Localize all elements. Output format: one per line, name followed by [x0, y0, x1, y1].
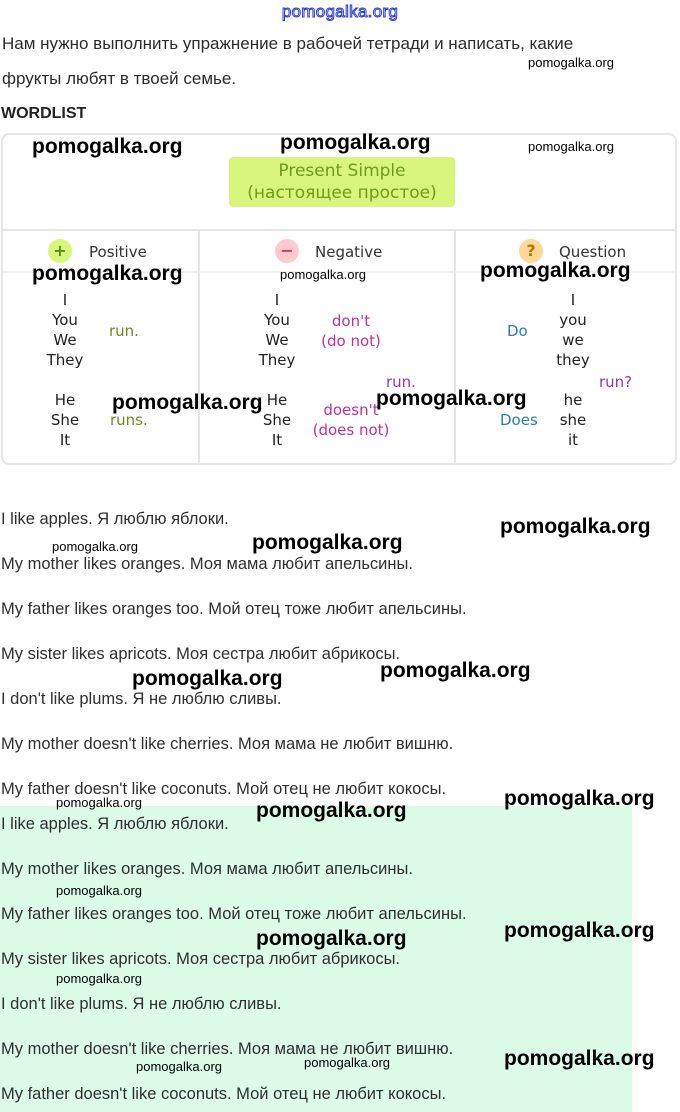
negative-header: Negative	[315, 243, 383, 261]
negative-verb-run: run.	[386, 373, 416, 391]
watermark: pomogalka.org	[500, 515, 651, 538]
pronoun: You	[52, 311, 78, 329]
question-verb-run: run?	[599, 373, 633, 391]
negative-pronouns-singular	[257, 390, 297, 450]
pronoun: They	[46, 351, 84, 369]
question-header: Question	[559, 243, 627, 261]
watermark: pomogalka.org	[256, 927, 407, 950]
pronoun: They	[258, 351, 296, 369]
positive-verb-runs: runs.	[110, 411, 148, 429]
sentence: My mother likes oranges. Моя мама любит апельсины.	[1, 555, 413, 573]
watermark: pomogalka.org	[528, 55, 614, 70]
watermark: pomogalka.org	[136, 1059, 222, 1074]
pronoun: We	[53, 331, 77, 349]
present-simple-banner	[229, 157, 455, 207]
positive-pronouns-plural	[45, 290, 85, 370]
banner-subtitle: (настоящее простое)	[247, 183, 437, 203]
table-divider	[3, 229, 675, 231]
minus-icon: −	[275, 239, 299, 263]
sentence: My father likes oranges too. Мой отец тоже любит апельсины.	[1, 600, 467, 618]
watermark: pomogalka.org	[504, 787, 655, 810]
pronoun: We	[265, 331, 289, 349]
pronoun: She	[50, 411, 80, 429]
answer-sentence: I like apples. Я люблю яблоки.	[1, 815, 229, 833]
intro-line-1: Нам нужно выполнить упражнение в рабочей тетради и написать, какие	[2, 34, 574, 53]
pronoun: You	[264, 311, 290, 329]
present-simple-table	[1, 133, 677, 465]
pronoun: He	[54, 391, 76, 409]
watermark: pomogalka.org	[256, 799, 407, 822]
intro-line-2: фрукты любят в твоей семье.	[2, 69, 237, 88]
wordlist-heading: WORDLIST	[1, 105, 87, 122]
watermark: pomogalka.org	[56, 883, 142, 898]
sentence: My mother doesn't like cherries. Моя мама не любит вишню.	[1, 735, 454, 753]
table-divider	[454, 231, 456, 463]
pronoun: I	[570, 291, 576, 309]
plus-icon: +	[48, 239, 72, 263]
watermark: pomogalka.org	[56, 795, 142, 810]
pronoun: they	[556, 351, 590, 369]
question-pronouns-singular	[553, 390, 593, 450]
watermark: pomogalka.org	[504, 1047, 655, 1070]
watermark: pomogalka.org	[52, 539, 138, 554]
watermark: pomogalka.org	[480, 259, 631, 282]
negative-aux-dont: don't	[331, 312, 371, 330]
watermark: pomogalka.org	[376, 387, 527, 410]
pronoun: He	[266, 391, 288, 409]
site-title[interactable]: pomogalka.org	[281, 2, 399, 21]
watermark: pomogalka.org	[112, 391, 263, 414]
answer-sentence: My mother doesn't like cherries. Моя мама не любит вишню.	[1, 1040, 454, 1058]
negative-pronouns-plural	[257, 290, 297, 370]
table-divider	[198, 231, 200, 463]
watermark: pomogalka.org	[280, 267, 366, 282]
pronoun: It	[271, 431, 283, 449]
watermark: pomogalka.org	[132, 667, 283, 690]
question-aux-does: Does	[500, 411, 538, 429]
sentence: My father doesn't like coconuts. Мой отец не любит кокосы.	[1, 780, 447, 798]
watermark: pomogalka.org	[504, 919, 655, 942]
positive-pronouns-singular	[45, 390, 85, 450]
positive-verb-run: run.	[109, 322, 139, 340]
watermark: pomogalka.org	[380, 659, 531, 682]
watermark: pomogalka.org	[252, 531, 403, 554]
negative-aux-doesnt-full: (does not)	[312, 421, 390, 439]
watermark: pomogalka.org	[56, 971, 142, 986]
pronoun: she	[559, 411, 587, 429]
negative-aux-dont-full: (do not)	[321, 332, 381, 350]
pronoun: I	[274, 291, 280, 309]
watermark: pomogalka.org	[280, 131, 431, 154]
pronoun: She	[262, 411, 292, 429]
answer-sentence: My sister likes apricots. Моя сестра любит абрикосы.	[1, 950, 401, 968]
watermark: pomogalka.org	[528, 139, 614, 154]
answer-sentence: My father likes oranges too. Мой отец тоже любит апельсины.	[1, 905, 467, 923]
negative-aux-doesnt: doesn't	[323, 401, 379, 419]
sentence: I don't like plums. Я не люблю сливы.	[1, 690, 282, 708]
question-aux-do: Do	[507, 322, 528, 340]
pronoun: it	[567, 431, 579, 449]
question-pronouns-plural	[553, 290, 593, 370]
watermark: pomogalka.org	[32, 135, 183, 158]
pronoun: It	[59, 431, 71, 449]
answer-sentence: I don't like plums. Я не люблю сливы.	[1, 995, 282, 1013]
positive-header: Positive	[89, 243, 147, 261]
answer-sentence: My mother likes oranges. Моя мама любит апельсины.	[1, 860, 413, 878]
pronoun: I	[62, 291, 68, 309]
question-icon: ?	[519, 239, 543, 263]
watermark: pomogalka.org	[304, 1055, 390, 1070]
answer-sentence: My father doesn't like coconuts. Мой отец не любит кокосы.	[1, 1085, 447, 1103]
pronoun: we	[562, 331, 584, 349]
pronoun: you	[559, 311, 587, 329]
pronoun: he	[563, 391, 583, 409]
sentence: I like apples. Я люблю яблоки.	[1, 510, 229, 528]
banner-title: Present Simple	[278, 161, 406, 181]
watermark: pomogalka.org	[32, 262, 183, 285]
sentence: My sister likes apricots. Моя сестра любит абрикосы.	[1, 645, 401, 663]
